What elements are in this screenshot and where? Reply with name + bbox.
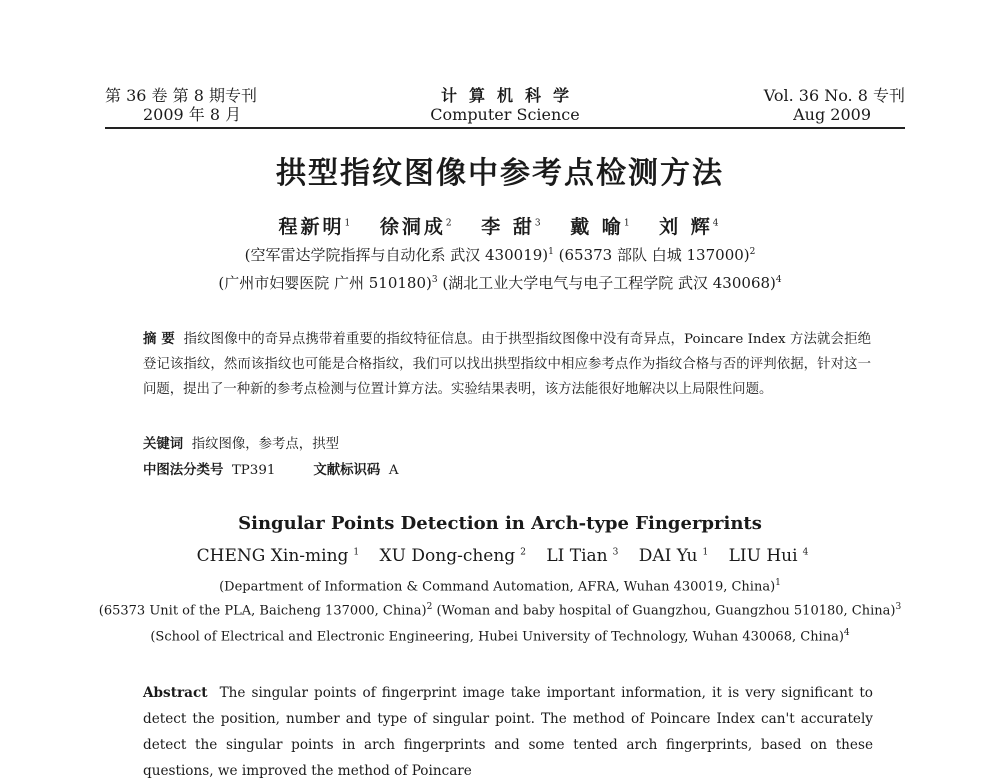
author-en: XU Dong-cheng $^2$ bbox=[379, 546, 526, 566]
author-cn: 程新明$^1$ bbox=[278, 216, 354, 238]
journal-name-cn: 计算机科学 bbox=[440, 86, 581, 105]
author-cn: 戴 喻$^1$ bbox=[570, 216, 633, 238]
abstract-cn-text: 指纹图像中的奇异点携带着重要的指纹特征信息。由于拱型指纹图像中没有奇异点，Poincare Index 方法就会拒绝登记该指纹，然而该指纹也可能是合格指纹，我们可以找出拱型指纹中相应参考点作为指纹合格与否的评判依据，针对这一问题，提出了一种新的参考点检测与位置计算方法。实验结果表明，该方法能很好地解决以上局限性问题。 bbox=[143, 332, 871, 397]
author-cn: 刘 辉$^4$ bbox=[659, 216, 722, 238]
doc-code-label: 文献标识码 bbox=[313, 463, 381, 478]
affiliation-en-line3: (School of Electrical and Electronic Engineering, Hubei University of Technology, Wuhan 430068, China)$^4$ bbox=[150, 628, 850, 645]
paper-title-cn: 拱型指纹图像中参考点检测方法 bbox=[276, 156, 724, 191]
abstract-en bbox=[143, 680, 873, 784]
doc-code-value: A bbox=[388, 463, 399, 478]
issue-date-en: Aug 2009 bbox=[793, 105, 871, 124]
authors-en bbox=[0, 546, 1000, 566]
author-en: LIU Hui $^4$ bbox=[728, 546, 809, 566]
abstract-en-text: The singular points of fingerprint image take important information, it is very significant to detect the position, number and type of singular point. The method of Poincare Index can't accurately detect the singular points in arch fingerprints and some tented arch fingerprints, based on these questions, we improved the method of Poincare bbox=[143, 685, 873, 779]
author-cn: 李 甜$^3$ bbox=[481, 216, 544, 238]
abstract-en-label: Abstract bbox=[143, 685, 208, 701]
classification-label: 中图法分类号 bbox=[143, 463, 224, 478]
journal-name-en: Computer Science bbox=[430, 105, 580, 124]
author-en: DAI Yu $^1$ bbox=[638, 546, 709, 566]
authors-cn bbox=[0, 212, 1000, 239]
volume-issue-en: Vol. 36 No. 8 专刊 bbox=[763, 86, 905, 105]
keywords-label: 关键词 bbox=[143, 437, 184, 452]
paper-title-en: Singular Points Detection in Arch-type Fingerprints bbox=[238, 513, 762, 534]
abstract-cn-label: 摘 要 bbox=[143, 332, 175, 347]
abstract-cn bbox=[143, 327, 871, 402]
author-en: LI Tian $^3$ bbox=[546, 546, 619, 566]
affiliation-en-line1: (Department of Information & Command Automation, AFRA, Wuhan 430019, China)$^1$ bbox=[219, 578, 781, 595]
affiliation-cn-line2: (广州市妇婴医院 广州 510180)$^3$ (湖北工业大学电气与电子工程学院 武汉 430068)$^4$ bbox=[218, 274, 782, 292]
header-rule bbox=[105, 127, 905, 129]
affiliation-en-line2: (65373 Unit of the PLA, Baicheng 137000, China)$^2$ (Woman and baby hospital of Guangzhou, Guangzhou 510180, China)$^3$ bbox=[98, 602, 902, 619]
keywords-text: 指纹图像，参考点，拱型 bbox=[191, 437, 339, 452]
author-en: CHENG Xin-ming $^1$ bbox=[196, 546, 360, 566]
keywords-cn bbox=[143, 433, 339, 452]
issue-date: 2009 年 8 月 bbox=[143, 105, 242, 124]
header-right bbox=[764, 86, 905, 124]
journal-header bbox=[105, 86, 905, 130]
author-cn: 徐洞成$^2$ bbox=[379, 216, 455, 238]
classification-value: TP391 bbox=[231, 463, 276, 478]
affiliation-cn-line1: (空军雷达学院指挥与自动化系 武汉 430019)$^1$ (65373 部队 白城 137000)$^2$ bbox=[244, 246, 756, 264]
volume-issue: 第 36 卷 第 8 期专刊 bbox=[105, 86, 257, 105]
classification-line bbox=[143, 459, 399, 478]
